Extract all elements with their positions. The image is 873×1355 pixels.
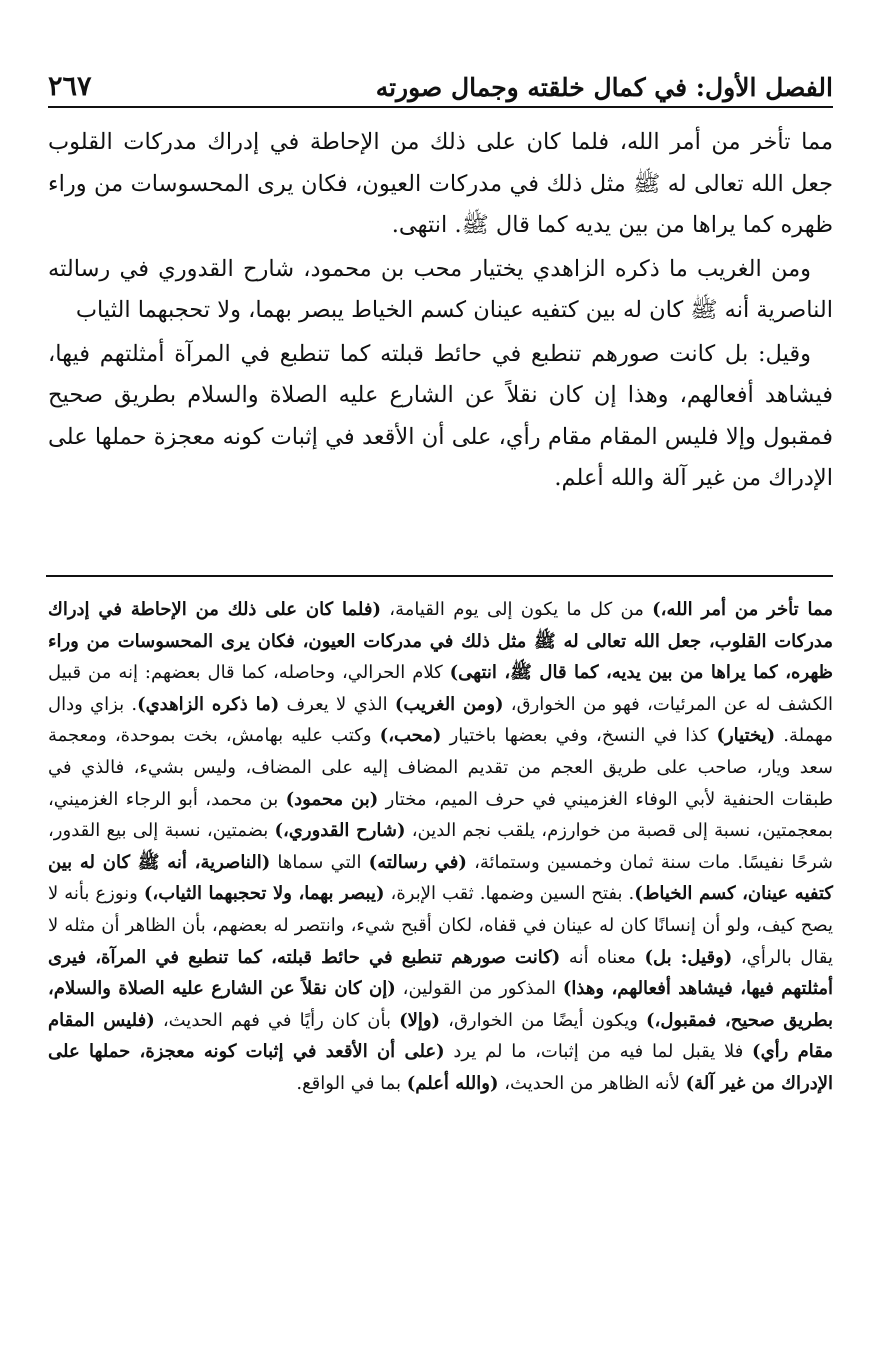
quoted-text: (في رسالته) [368,851,467,873]
quoted-text: (على أن الأقعد في إثبات كونه معجزة، حملها على الإدراك من غير آلة) [48,1041,833,1094]
commentary-text: التي سماها [270,851,369,873]
commentary-text: بأن كان رأيًا في فهم الحديث، [154,1009,400,1031]
commentary-text: الذي لا يعرف [279,693,395,715]
commentary-text: ونوزع بأنه لا يصح كيف، ولو أن إنسانًا كان له عينان في قفاه، لكان أقبح شيء، وانتصر له بعضهم، بأن الظاهر أن مثله لا يقال بالرأي، [48,883,834,968]
page-number: ٢٦٧ [48,71,92,102]
commentary-text: بما في الواقع. [296,1072,407,1094]
quoted-text: (كانت صورهم تنطبع في حائط قبلته، كما تنطبع في المرآة، فيرى أمثلتهم فيها، فيشاهد أفعالهم، وهذا) [48,946,834,1000]
quoted-text: (إن كان نقلاً عن الشارع عليه الصلاة والسلام، بطريق صحيح، فمقبول،) [48,978,834,1031]
commentary-text: كلام الحرالي، وحاصله، كما قال بعضهم: إنه من قبيل الكشف له عن المرئيات، فهو من الخوارق، [48,662,833,715]
commentary-text: . بزاي ودال مهملة. [48,693,833,747]
commentary-text: معناه أنه [560,946,645,968]
quoted-text: (بن محمود) [285,788,379,810]
main-paragraph: ومن الغريب ما ذكره الزاهدي يختيار محب بن محمود، شارح القدوري في رسالته الناصرية أنه ﷺ كان له بين كتفيه عينان كسم الخياط يبصر بهما، ولا تحجبهما الثياب [48,255,833,323]
commentary-section [48,594,833,1100]
commentary-text: من كل ما يكون إلى يوم القيامة، [380,599,653,620]
quoted-text: (يختيار) [716,725,776,747]
chapter-title: الفصل الأول: في كمال خلقته وجمال صورته [375,73,833,102]
commentary-text: المذكور من القولين، [395,978,563,1000]
quoted-text: (الناصرية، أنه ﷺ كان له بين كتفيه عينان، كسم الخياط) [48,851,833,905]
quoted-text: (شارح القدوري،) [274,820,406,842]
quoted-text: (فليس المقام مقام رأي) [48,1009,833,1063]
quoted-text: (فلما كان على ذلك من الإحاطة في إدراك مدركات القلوب، جعل الله تعالى له ﷺ مثل ذلك في مدركات العيون، فكان يرى المحسوسات من وراء ظهره، كما يراها من بين يديه، كما قال ﷺ، انتهى) [48,599,833,684]
quoted-text: مما تأخر من أمر الله،) [652,599,834,620]
commentary-text: فلا يقبل لما فيه من إثبات، ما لم يرد [444,1041,753,1063]
quoted-text: (ما ذكره الزاهدي) [137,693,280,715]
quoted-text: (وقيل: بل) [644,946,733,968]
quoted-text: (ومن الغريب) [394,693,504,715]
quoted-text: (يبصر بهما، ولا تحجبهما الثياب،) [143,883,385,905]
quoted-text: (والله أعلم) [406,1072,499,1094]
commentary-text: بضمتين، نسبة إلى بيع القدور، شرحًا نفيسًا. مات سنة ثمان وخمسين وستمائة، [48,820,833,873]
commentary-text: لأنه الظاهر من الحديث، [498,1072,686,1094]
commentary-text: ويكون أيضًا من الخوارق، [440,1009,646,1031]
book-page [48,0,833,1355]
page-header [48,56,833,108]
commentary-text: كذا في النسخ، وفي بعضها باختيار [441,725,717,747]
main-text [48,122,833,502]
main-paragraph: وقيل: بل كانت صورهم تنطبع في حائط قبلته كما تنطبع في المرآة أمثلتهم فيها، فيشاهد أفعالهم، وهذا إن كان نقلاً عن الشارع عليه الصلاة والسلام بطريق صحيح فمقبول وإلا فليس المقام مقام رأي، على أن الأقعد في إثبات كونه معجزة حملها على الإدراك من غير آلة والله أعلم. [48,340,833,491]
quoted-text: (محب،) [379,725,442,747]
footnote-divider [46,575,833,577]
commentary-paragraph [48,594,833,1100]
commentary-text: وكتب عليه بهامش، بخت بموحدة، ومعجمة سعد ويار، صاحب على طريق العجم من تقديم المضاف إليه على المضاف، وليس بشيء، فالذي في طبقات الحنفية لأبي الوفاء الغزميني في حرف الميم، مختار [48,725,834,810]
commentary-text: بن محمد، أبو الرجاء الغزميني، بمعجمتين، نسبة إلى قصبة من خوارزم، يلقب نجم الدين، [48,788,833,842]
quoted-text: (وإلا) [399,1009,441,1031]
main-paragraph: مما تأخر من أمر الله، فلما كان على ذلك من الإحاطة في إدراك مدركات القلوب جعل الله تعالى له ﷺ مثل ذلك في مدركات العيون، فكان يرى المحسوسات من وراء ظهره كما يراها من بين يديه كما قال ﷺ. انتهى. [48,129,833,238]
commentary-text: . بفتح السين وضمها. ثقب الإبرة، [384,883,635,905]
